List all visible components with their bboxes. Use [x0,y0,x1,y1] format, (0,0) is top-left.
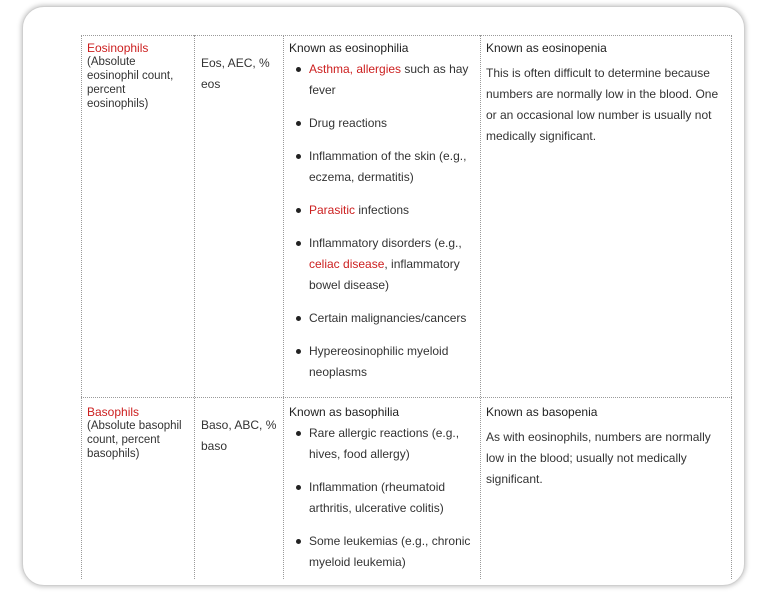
high-causes-list [289,423,475,573]
list-item [289,200,475,221]
item-text: Rare allergic reactions (e.g., hives, food allergy) [309,426,460,461]
item-text: such as hay fever [309,62,469,97]
list-item [289,59,475,101]
bullet-icon [296,154,301,159]
condition-link[interactable]: Asthma, allergies [309,62,402,76]
test-full-name: (Absolute eosinophil count, percent eosinophils) [87,56,174,110]
column-divider [283,35,284,579]
low-description: As with eosinophils, numbers are normally low in the blood; usually not medically significant. [486,430,711,486]
list-item [289,146,475,188]
bullet-icon [296,67,301,72]
table-border-left [81,35,82,579]
low-description: This is often difficult to determine because numbers are normally low in the blood. One or an occasional low number is usually not medically significant. [486,66,719,143]
low-title: Known as eosinopenia [486,41,607,55]
blood-count-table [81,35,732,579]
high-title: Known as basophilia [289,405,400,419]
item-text: Some leukemias (e.g., chronic myeloid leukemia) [309,534,471,569]
low-count-cell [486,405,724,490]
bullet-icon [296,349,301,354]
condition-link[interactable]: celiac disease [309,257,385,271]
bullet-icon [296,316,301,321]
high-title: Known as eosinophilia [289,41,409,55]
item-text: Drug reactions [309,116,388,130]
bullet-icon [296,208,301,213]
item-text: Inflammation of the skin (e.g., eczema, dermatitis) [309,149,467,184]
test-name-link[interactable]: Eosinophils [87,41,149,55]
item-text: Certain malignancies/cancers [309,311,467,325]
list-item [289,477,475,519]
content-card [22,6,745,586]
high-count-cell [289,405,475,585]
table-border-top [81,35,732,36]
bullet-icon [296,431,301,436]
test-abbreviations: Baso, ABC, % baso [201,418,277,453]
item-text: , inflammatory bowel disease) [309,257,460,292]
item-text: Inflammatory disorders (e.g., [309,236,462,250]
test-abbreviations: Eos, AEC, % eos [201,56,270,91]
test-full-name: (Absolute basophil count, percent basophils) [87,420,182,460]
list-item [289,341,475,383]
condition-link[interactable]: Parasitic [309,203,356,217]
list-item [289,113,475,134]
table-border-right [731,35,732,579]
bullet-icon [296,241,301,246]
bullet-icon [296,485,301,490]
list-item [289,423,475,465]
high-count-cell [289,41,475,395]
item-text: infections [355,203,410,217]
low-title: Known as basopenia [486,405,598,419]
bullet-icon [296,539,301,544]
low-count-cell [486,41,724,147]
test-name-link[interactable]: Basophils [87,405,140,419]
column-divider [194,35,195,579]
bullet-icon [296,121,301,126]
column-divider [480,35,481,579]
list-item [289,531,475,573]
high-causes-list [289,59,475,383]
list-item [289,233,475,296]
row-divider [81,397,732,398]
list-item [289,308,475,329]
table-row [87,405,191,461]
table-row [87,41,191,111]
item-text: Inflammation (rheumatoid arthritis, ulcerative colitis) [309,480,446,515]
item-text: Hypereosinophilic myeloid neoplasms [309,344,449,379]
